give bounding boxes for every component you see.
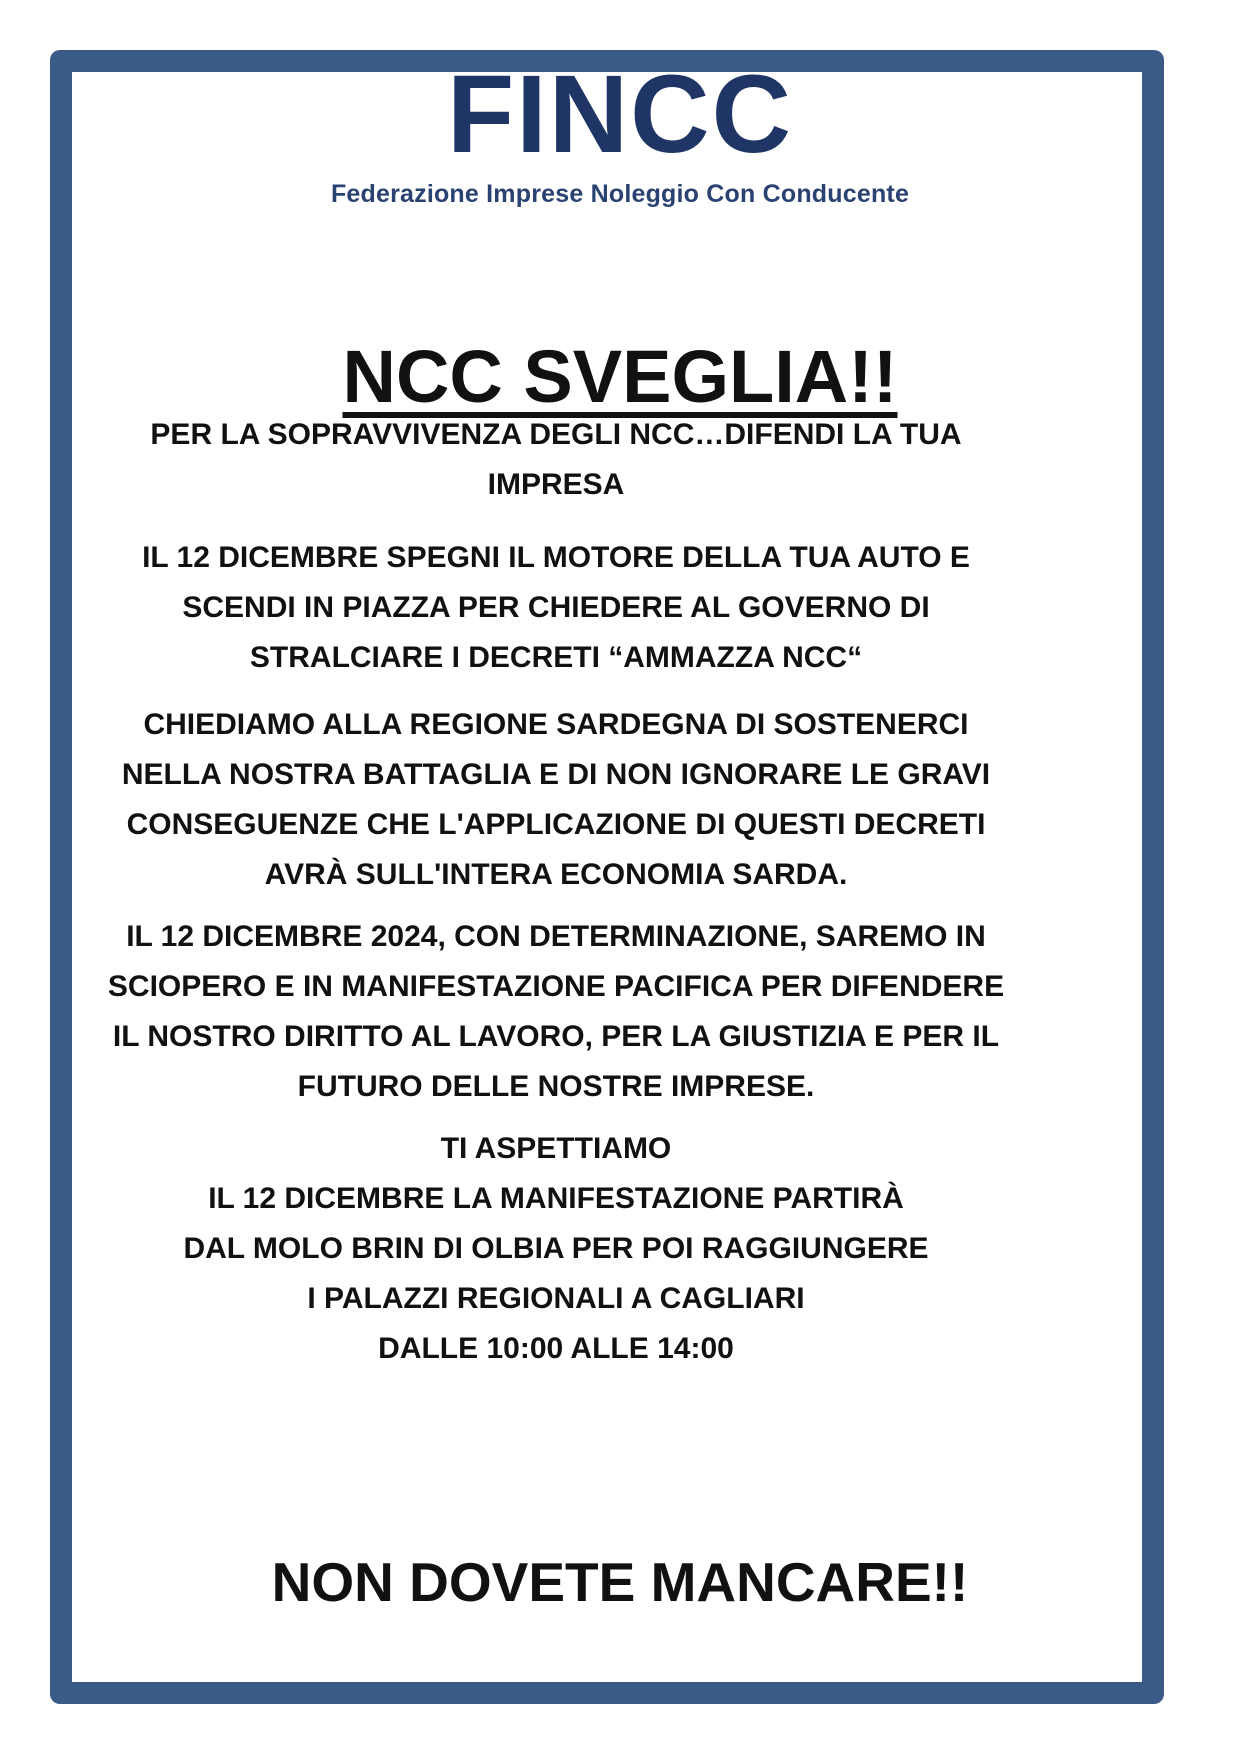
paragraph-engine-off: IL 12 DICEMBRE SPEGNI IL MOTORE DELLA TUA AUTO E SCENDI IN PIAZZA PER CHIEDERE AL GOVERNO DI STRALCIARE I DECRETI “AMMAZZA NCC“ [142,541,970,674]
closing-call: NON DOVETE MANCARE!! [271,1551,969,1613]
headline [0,335,1240,418]
paragraph-survival: PER LA SOPRAVVIVENZA DEGLI NCC…DIFENDI LA TUA IMPRESA [150,418,962,501]
paragraph-event-details: TI ASPETTIAMO IL 12 DICEMBRE LA MANIFESTAZIONE PARTIRÀ DAL MOLO BRIN DI OLBIA PER POI RAGGIUNGERE I PALAZZI REGIONALI A CAGLIARI DALLE 10:00 ALLE 14:00 [183,1132,929,1365]
headline-text: NCC SVEGLIA!! [342,335,898,418]
paragraph-strike: IL 12 DICEMBRE 2024, CON DETERMINAZIONE, SAREMO IN SCIOPERO E IN MANIFESTAZIONE PACIFICA PER DIFENDERE IL NOSTRO DIRITTO AL LAVORO, PER LA GIUSTIZIA E PER IL FUTURO DELLE NOSTRE IMPRESE. [107,920,1005,1103]
fincc-logo: FINCC [446,53,794,176]
logo-subtitle: Federazione Imprese Noleggio Con Conducente [330,180,910,208]
paragraph-region-appeal: CHIEDIAMO ALLA REGIONE SARDEGNA DI SOSTENERCI NELLA NOSTRA BATTAGLIA E DI NON IGNORARE LE GRAVI CONSEGUENZE CHE L'APPLICAZIONE DI QUESTI DECRETI AVRÀ SULL'INTERA ECONOMIA SARDA. [121,708,991,891]
